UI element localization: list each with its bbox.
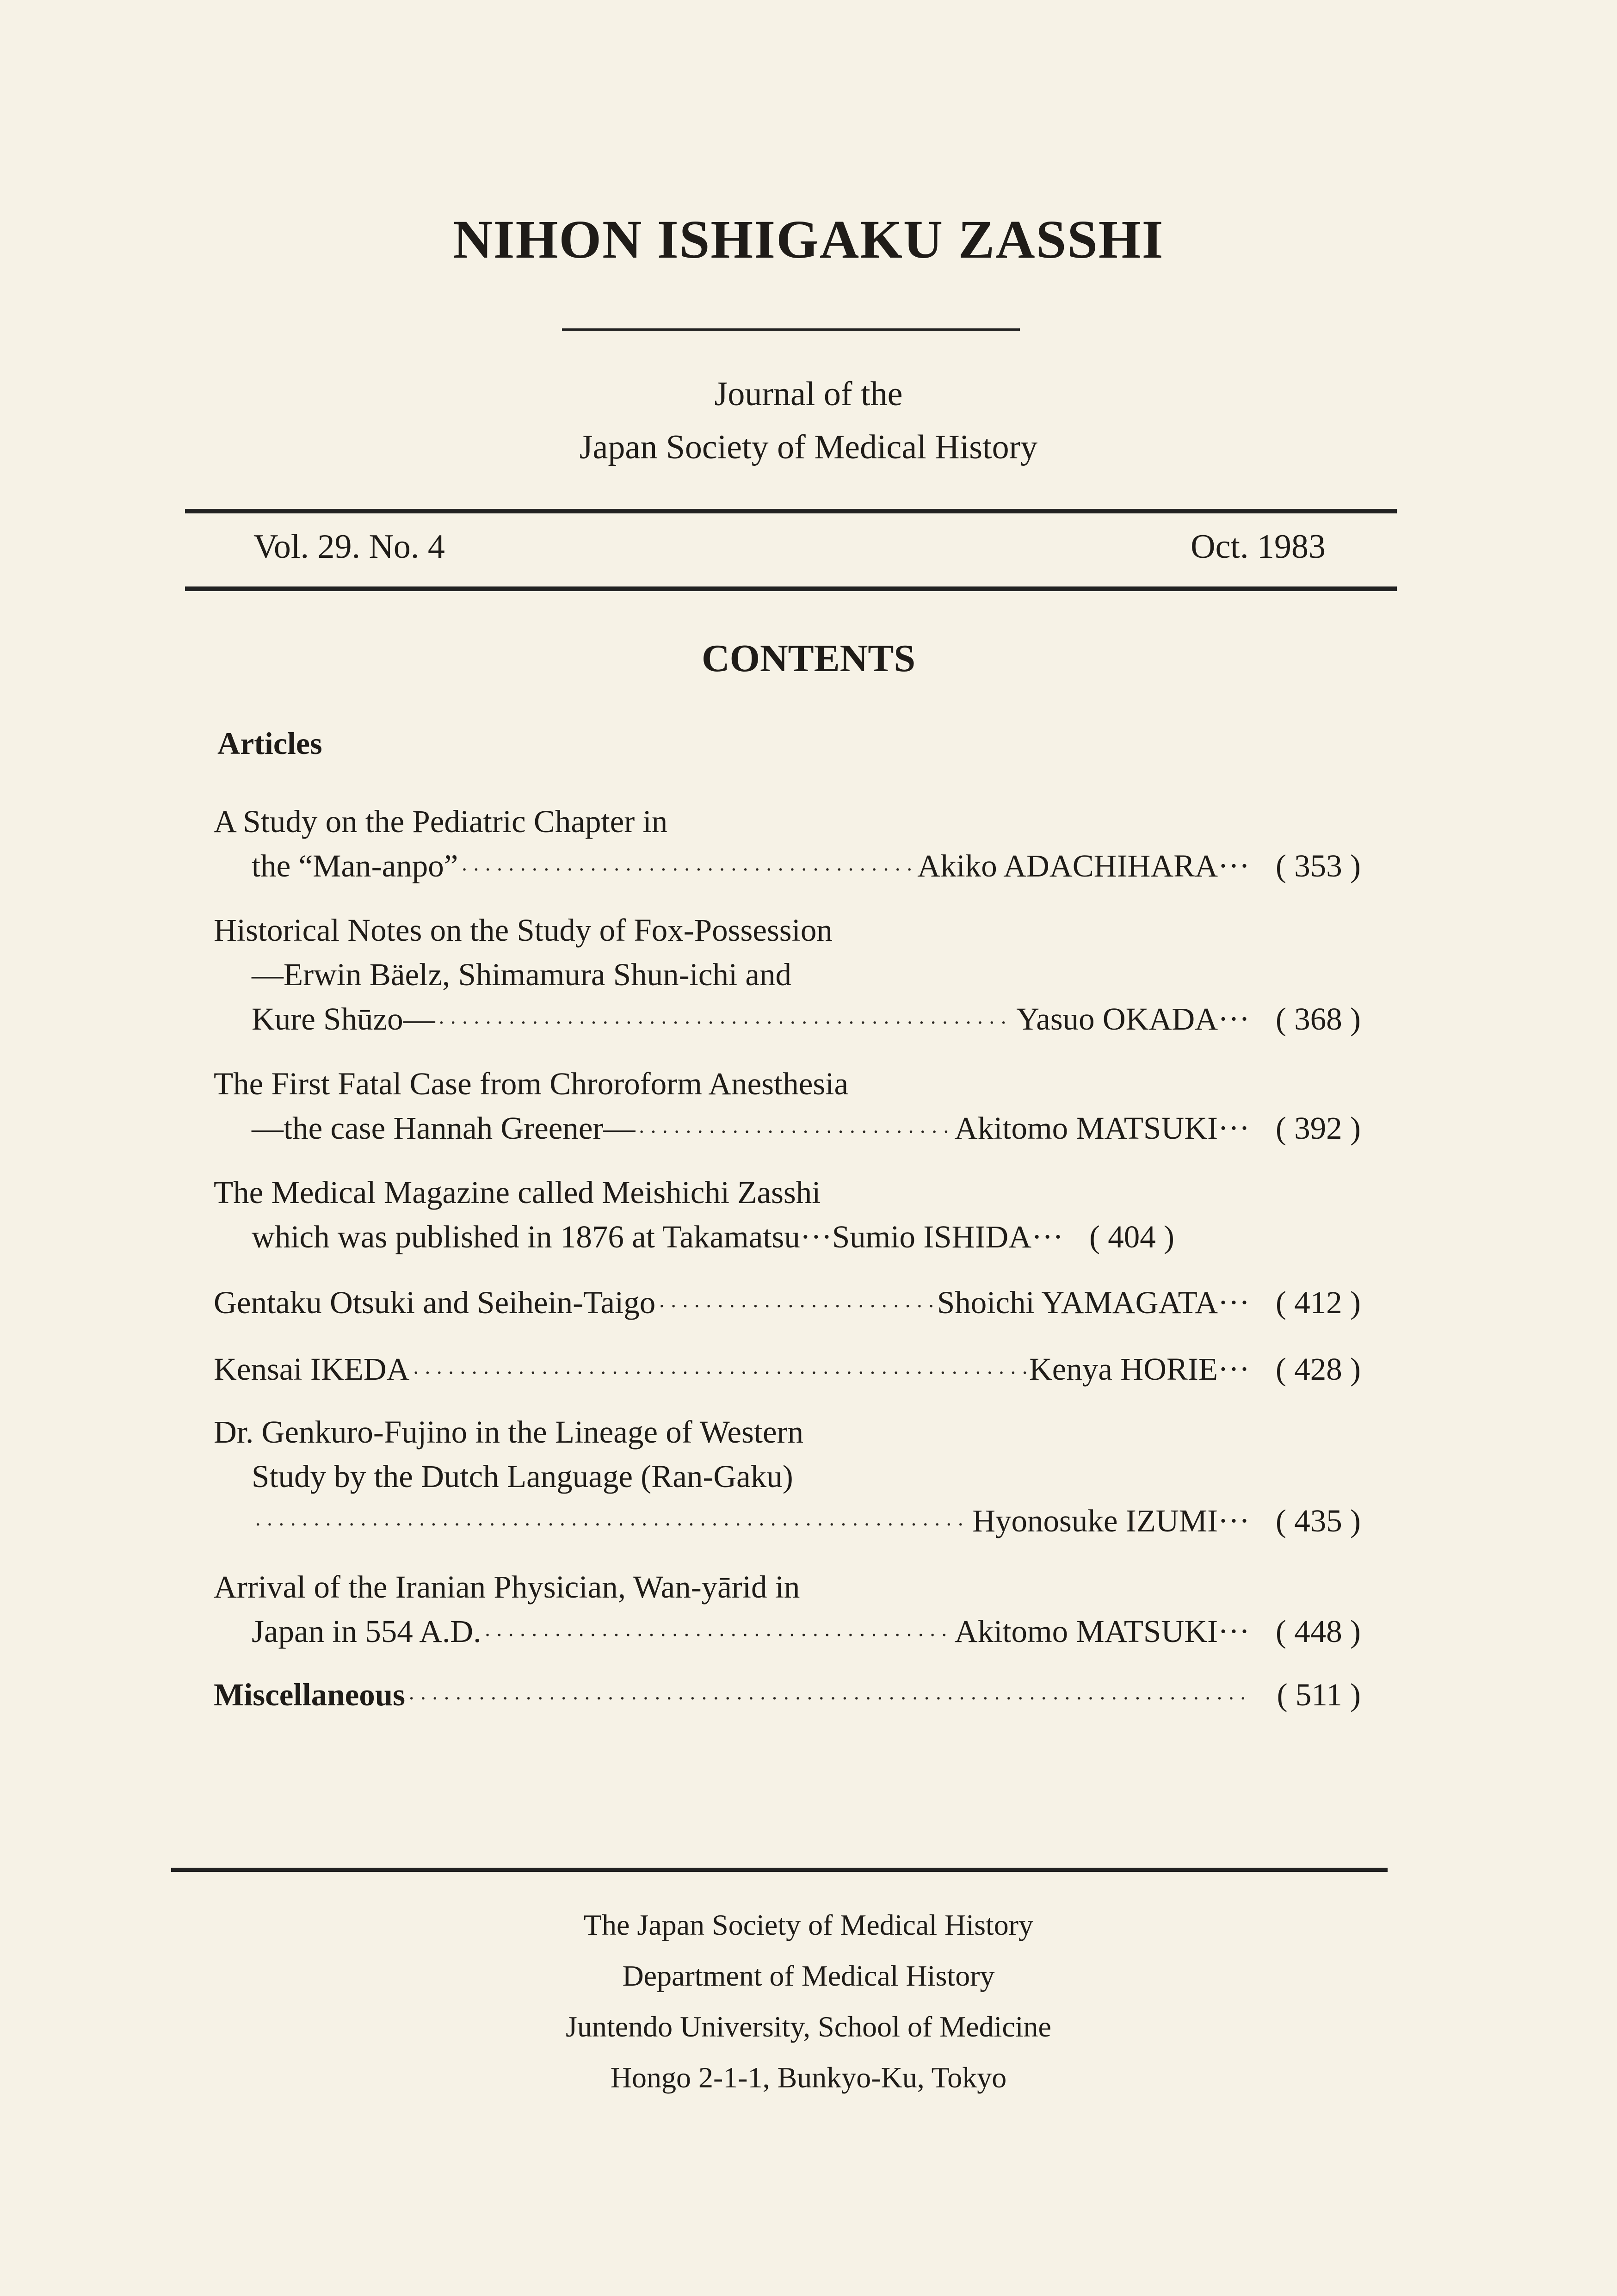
dot-leader xyxy=(438,1000,1014,1045)
toc-entry-title: A Study on the Pediatric Chapter in xyxy=(214,804,668,839)
toc-entry-miscellaneous[interactable] xyxy=(214,1673,1361,1721)
dot-leader xyxy=(408,1676,1247,1721)
toc-entry-page: ( 448 ) xyxy=(1276,1614,1361,1649)
toc-entry[interactable] xyxy=(214,1062,1361,1154)
toc-entry-author: Hyonosuke IZUMI··· xyxy=(972,1503,1250,1538)
toc-entry-page: ( 392 ) xyxy=(1276,1111,1361,1146)
subtitle-line-2: Japan Society of Medical History xyxy=(579,428,1038,466)
toc-entry-author: Akiko ADACHIHARA··· xyxy=(917,848,1250,883)
toc-entry-subtitle: —the case Hannah Greener— xyxy=(252,1111,636,1146)
toc-entry[interactable] xyxy=(214,1410,1361,1547)
toc-entry-page: ( 353 ) xyxy=(1276,848,1361,883)
toc-entry-page: ( 404 ) xyxy=(1089,1219,1175,1254)
toc-entry[interactable] xyxy=(214,799,1361,892)
toc-entry-author: Kenya HORIE··· xyxy=(1029,1352,1250,1387)
toc-entry-title: Gentaku Otsuki and Seihein-Taigo xyxy=(214,1285,656,1320)
issue-rule-bottom xyxy=(185,586,1397,591)
journal-title: NIHON ISHIGAKU ZASSHI xyxy=(453,209,1164,270)
toc-entry-title: The Medical Magazine called Meishichi Zasshi xyxy=(214,1175,821,1210)
toc-entry-title: Arrival of the Iranian Physician, Wan-yārid in xyxy=(214,1569,800,1605)
toc-entry[interactable] xyxy=(214,1280,1361,1328)
publisher-address: Hongo 2-1-1, Bunkyo-Ku, Tokyo xyxy=(610,2061,1007,2094)
toc-entry-author: Akitomo MATSUKI··· xyxy=(954,1111,1250,1146)
toc-entry-author: Yasuo OKADA··· xyxy=(1016,1001,1250,1037)
toc-entry-page: ( 368 ) xyxy=(1276,1001,1361,1037)
publisher-line-1: The Japan Society of Medical History xyxy=(583,1908,1034,1941)
dot-leader xyxy=(461,847,914,892)
toc-entry-title: Japan in 554 A.D. xyxy=(252,1614,481,1649)
toc-entry[interactable] xyxy=(214,1347,1361,1395)
toc-entry-title: Study by the Dutch Language (Ran-Gaku) xyxy=(252,1459,793,1494)
toc-entry-author: Sumio ISHIDA··· xyxy=(832,1219,1064,1254)
subtitle-line-1: Journal of the xyxy=(714,375,903,413)
contents-heading: CONTENTS xyxy=(701,637,916,680)
toc-entry[interactable] xyxy=(214,908,1361,1045)
title-divider xyxy=(562,328,1020,331)
dot-leader xyxy=(484,1613,951,1657)
articles-heading: Articles xyxy=(217,726,322,761)
toc-entry-title: Kensai IKEDA xyxy=(214,1352,410,1387)
dot-leader xyxy=(412,1351,1026,1395)
dot-leader xyxy=(658,1284,934,1328)
toc-entry-author: Akitomo MATSUKI··· xyxy=(954,1614,1250,1649)
toc-entry[interactable] xyxy=(214,1170,1361,1259)
toc-entry-subtitle: —Erwin Bäelz, Shimamura Shun-ichi and xyxy=(252,957,792,992)
dot-leader xyxy=(638,1110,952,1154)
footer-divider xyxy=(171,1868,1388,1872)
toc-entry-author: Shoichi YAMAGATA··· xyxy=(937,1285,1250,1320)
toc-entry-page: ( 412 ) xyxy=(1276,1285,1361,1320)
issue-rule-top xyxy=(185,509,1397,513)
dot-leader xyxy=(254,1502,969,1547)
toc-entry-title: The First Fatal Case from Chroroform Anesthesia xyxy=(214,1066,849,1101)
publisher-line-3: Juntendo University, School of Medicine xyxy=(566,2010,1051,2043)
toc-entry[interactable] xyxy=(214,1565,1361,1657)
toc-entry-title: Historical Notes on the Study of Fox-Possession xyxy=(214,913,833,948)
toc-entry-page: ( 428 ) xyxy=(1276,1352,1361,1387)
toc-entry-title: the “Man-anpo” xyxy=(252,848,458,883)
publisher-line-2: Department of Medical History xyxy=(622,1959,995,1992)
miscellaneous-page: ( 511 ) xyxy=(1277,1677,1361,1712)
toc-entry-page: ( 435 ) xyxy=(1276,1503,1361,1538)
miscellaneous-label: Miscellaneous xyxy=(214,1677,405,1712)
issue-date: Oct. 1983 xyxy=(1191,528,1326,566)
toc-entry-title: Dr. Genkuro-Fujino in the Lineage of Western xyxy=(214,1414,804,1450)
toc-entry-title: Kure Shūzo— xyxy=(252,1001,435,1037)
issue-volume: Vol. 29. No. 4 xyxy=(253,528,445,566)
toc-entry-title: which was published in 1876 at Takamatsu··· xyxy=(252,1219,832,1254)
